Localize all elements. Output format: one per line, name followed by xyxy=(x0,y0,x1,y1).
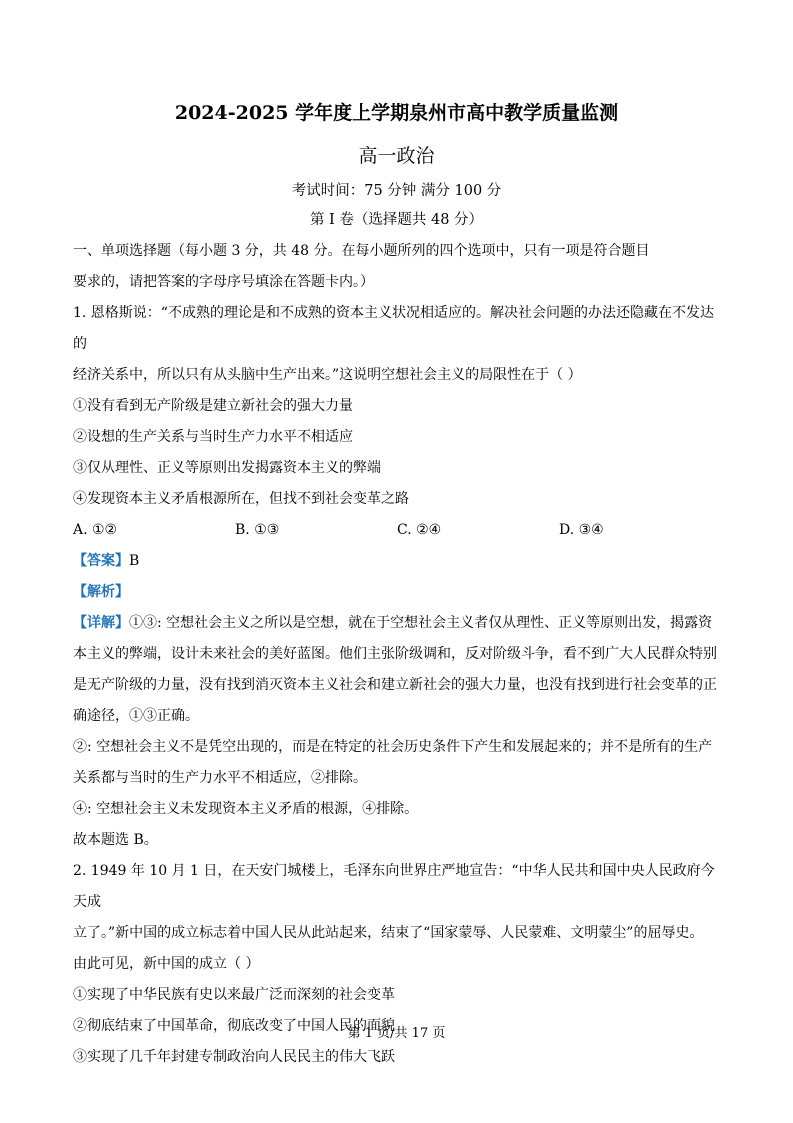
detail-text: 确途径，①③正确。 xyxy=(73,708,199,724)
detail-text: 关系都与当时的生产力水平不相适应，②排除。 xyxy=(73,770,367,786)
conclusion-text: 故本题选 B。 xyxy=(73,832,158,848)
page-number: 第 1 页/共 17 页 xyxy=(347,1026,446,1041)
q2-stem: 2. 1949 年 10 月 1 日，在天安门城楼上，毛泽东向世界庄严地宣告：“中华人民共和国中央人民政府今天成 xyxy=(73,863,715,910)
section-instruction: 要求的，请把答案的字母序号填涂在答题卡内。） xyxy=(73,274,374,290)
analysis-line xyxy=(73,577,721,608)
detail-text: ②: 空想社会主义不是凭空出现的，而是在特定的社会历史条件下产生和发展起来的；并不是所有的生产 xyxy=(73,739,713,755)
q1-item: ④发现资本主义矛盾根源所在，但找不到社会变革之路 xyxy=(73,491,409,507)
volume-heading: 第 I 卷（选择题共 48 分） xyxy=(309,212,484,228)
analysis-tag: 【解析】 xyxy=(73,584,129,600)
q1-stem: 经济关系中，所以只有从头脑中生产出来。”这说明空想社会主义的局限性在于（ ） xyxy=(73,367,582,383)
q1-item: ③仅从理性、正义等原则出发揭露资本主义的弊端 xyxy=(73,460,381,476)
answer-tag: 【答案】 xyxy=(73,553,129,569)
q1-item: ②设想的生产关系与当时生产力水平不相适应 xyxy=(73,429,353,445)
detail-text: 是无产阶级的力量，没有找到消灭资本主义社会和建立新社会的强大力量，也没有找到进行社会变革的正 xyxy=(73,677,717,693)
detail-text: 本主义的弊端，设计未来社会的美好蓝图。他们主张阶级调和，反对阶级斗争，看不到广大人民群众特别 xyxy=(73,646,717,662)
detail-text: ④: 空想社会主义未发现资本主义矛盾的根源，④排除。 xyxy=(73,801,419,817)
detail-line xyxy=(73,608,721,639)
detail-text: ①③: 空想社会主义之所以是空想，就在于空想社会主义者仅从理性、正义等原则出发，揭露资 xyxy=(129,615,713,631)
section-instruction: 一、单项选择题（每小题 3 分，共 48 分。在每小题所列的四个选项中，只有一项是符合题目 xyxy=(73,243,650,259)
option-d: D. ③④ xyxy=(559,522,604,538)
subject-title: 高一政治 xyxy=(358,145,435,167)
option-c: C. ②④ xyxy=(397,522,442,538)
q2-item: ①实现了中华民族有史以来最广泛而深刻的社会变革 xyxy=(73,987,395,1003)
exam-title: 2024-2025 学年度上学期泉州市高中教学质量监测 xyxy=(174,102,619,124)
exam-content xyxy=(73,236,721,1073)
option-b: B. ①③ xyxy=(235,522,280,538)
exam-info: 考试时间：75 分钟 满分 100 分 xyxy=(291,183,502,199)
q2-stem: 立了。”新中国的成立标志着中国人民从此站起来，结束了“国家蒙辱、人民蒙难、文明蒙尘”的屈辱史。 xyxy=(73,925,704,941)
q1-item: ①没有看到无产阶级是建立新社会的强大力量 xyxy=(73,398,353,414)
q1-stem: 1. 恩格斯说：“不成熟的理论是和不成熟的资本主义状况相适应的。解决社会问题的办法还隐藏在不发达的 xyxy=(73,305,714,352)
q2-stem: 由此可见，新中国的成立（ ） xyxy=(73,956,260,972)
answer-value: B xyxy=(129,553,140,569)
q2-item: ③实现了几千年封建专制政治向人民民主的伟大飞跃 xyxy=(73,1049,395,1065)
option-a: A. ①② xyxy=(73,522,118,538)
answer-line xyxy=(73,546,721,577)
detail-tag: 【详解】 xyxy=(73,615,129,631)
q2-item: ②彻底结束了中国革命，彻底改变了中国人民的面貌 xyxy=(73,1018,395,1034)
q1-options xyxy=(73,515,721,546)
